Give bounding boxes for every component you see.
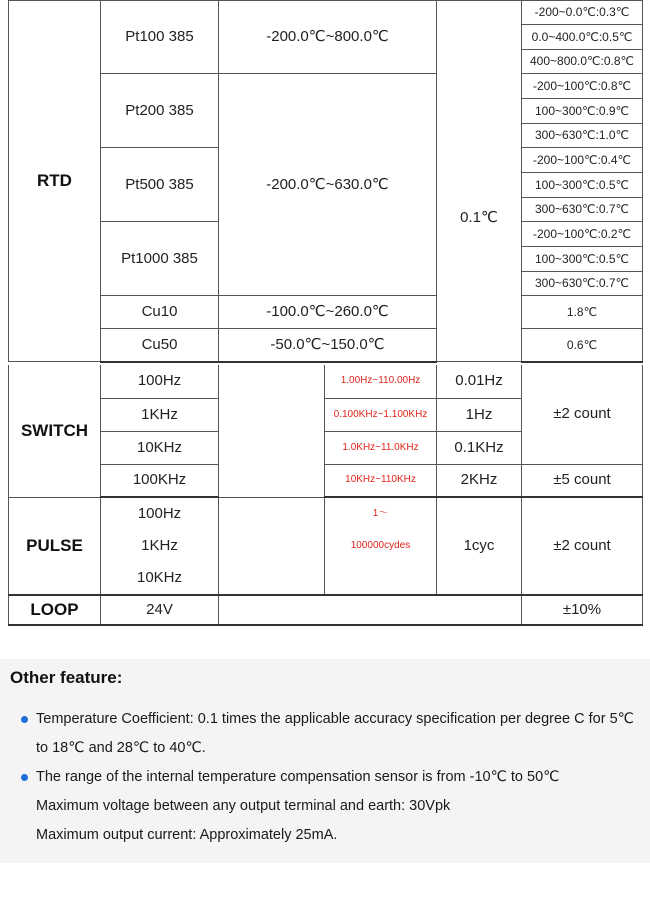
switch-range: 10KHz (101, 431, 219, 464)
feature-title: Other feature: (10, 668, 123, 687)
feature-text: The range of the internal temperature compensation sensor is from -10℃ to 50℃ (36, 769, 560, 785)
accuracy-cell: -200~100℃:0.4℃ (522, 148, 643, 173)
pulse-resolution: 1cyc (437, 497, 522, 595)
loop-range: 24V (101, 595, 219, 625)
pulse-measure-line: 1～ (372, 508, 389, 519)
rtd-resolution: 0.1℃ (437, 74, 522, 362)
table-row (9, 365, 643, 398)
switch-range: 1KHz (101, 398, 219, 431)
accuracy-cell: 300~630℃:1.0℃ (522, 123, 643, 148)
rtd-type-pt1000: Pt1000 385 (101, 222, 219, 296)
table-row (9, 0, 643, 25)
spec-table-lower (8, 365, 643, 626)
other-feature-panel (0, 659, 650, 863)
pulse-measure-line: 100000cydes (350, 540, 411, 551)
category-pulse: PULSE (9, 497, 101, 595)
accuracy-cell: -200~100℃:0.8℃ (522, 74, 643, 99)
switch-range: 100KHz (101, 464, 219, 497)
pulse-range: 100Hz (137, 505, 182, 522)
table-row (9, 595, 643, 625)
accuracy-cell: 400~800.0℃:0.8℃ (522, 49, 643, 74)
rtd-type-pt200: Pt200 385 (101, 74, 219, 148)
accuracy-cell: -200~0.0℃:0.3℃ (522, 0, 643, 25)
switch-accuracy-100k: ±5 count (522, 464, 643, 497)
table-row (9, 296, 643, 329)
pulse-range: 1KHz (141, 537, 178, 554)
pulse-ranges (101, 497, 219, 595)
rtd-type-cu10: Cu10 (101, 296, 219, 329)
feature-extra-block (20, 792, 640, 850)
bullet-dot-icon (21, 716, 28, 723)
spec-table (8, 0, 643, 363)
category-switch: SWITCH (9, 365, 101, 497)
table-row (9, 74, 643, 99)
rtd-range-cu10: -100.0℃~260.0℃ (219, 296, 437, 329)
switch-resolution: 0.1KHz (437, 431, 522, 464)
switch-measure: 0.100KHz~1.100KHz (325, 398, 437, 431)
rtd-range-pt100: -200.0℃~800.0℃ (219, 0, 437, 74)
table-row (9, 464, 643, 497)
category-rtd: RTD (9, 0, 101, 362)
table-row (9, 497, 643, 595)
switch-resolution: 2KHz (437, 464, 522, 497)
feature-text: Temperature Coefficient: 0.1 times the applicable accuracy specification per degree C for 5℃ to 18℃ and 28℃ to 40℃. (36, 711, 634, 756)
switch-measure: 1.0KHz~11.0KHz (325, 431, 437, 464)
accuracy-cell: 100~300℃:0.5℃ (522, 247, 643, 272)
pulse-measure (325, 497, 437, 595)
accuracy-cell: 300~630℃:0.7℃ (522, 271, 643, 296)
table-row (9, 329, 643, 362)
switch-measure: 10KHz~110KHz (325, 464, 437, 497)
loop-accuracy: ±10% (522, 595, 643, 625)
rtd-range-cu50: -50.0℃~150.0℃ (219, 329, 437, 362)
rtd-type-pt500: Pt500 385 (101, 148, 219, 222)
pulse-accuracy: ±2 count (522, 497, 643, 595)
list-item (20, 763, 640, 792)
accuracy-cell: 100~300℃:0.5℃ (522, 173, 643, 198)
switch-measure: 1.00Hz~110.00Hz (325, 365, 437, 398)
accuracy-cell: 100~300℃:0.9℃ (522, 99, 643, 124)
switch-range: 100Hz (101, 365, 219, 398)
switch-accuracy: ±2 count (522, 365, 643, 464)
feature-list (20, 705, 640, 792)
rtd-type-pt100: Pt100 385 (101, 0, 219, 74)
bullet-dot-icon (21, 774, 28, 781)
switch-resolution: 1Hz (437, 398, 522, 431)
accuracy-cell: 1.8℃ (522, 296, 643, 329)
accuracy-cell: 0.0~400.0℃:0.5℃ (522, 25, 643, 50)
list-item (20, 705, 640, 763)
pulse-range: 10KHz (136, 569, 183, 586)
category-loop: LOOP (9, 595, 101, 625)
accuracy-cell: -200~100℃:0.2℃ (522, 222, 643, 247)
rtd-range-pt200-pt1000: -200.0℃~630.0℃ (219, 74, 437, 296)
accuracy-cell: 0.6℃ (522, 329, 643, 362)
feature-extra-text: Maximum output current: Approximately 25mA. (36, 827, 338, 843)
rtd-type-cu50: Cu50 (101, 329, 219, 362)
switch-resolution: 0.01Hz (437, 365, 522, 398)
accuracy-cell: 300~630℃:0.7℃ (522, 197, 643, 222)
feature-extra-text: Maximum voltage between any output terminal and earth: 30Vpk (36, 798, 451, 814)
